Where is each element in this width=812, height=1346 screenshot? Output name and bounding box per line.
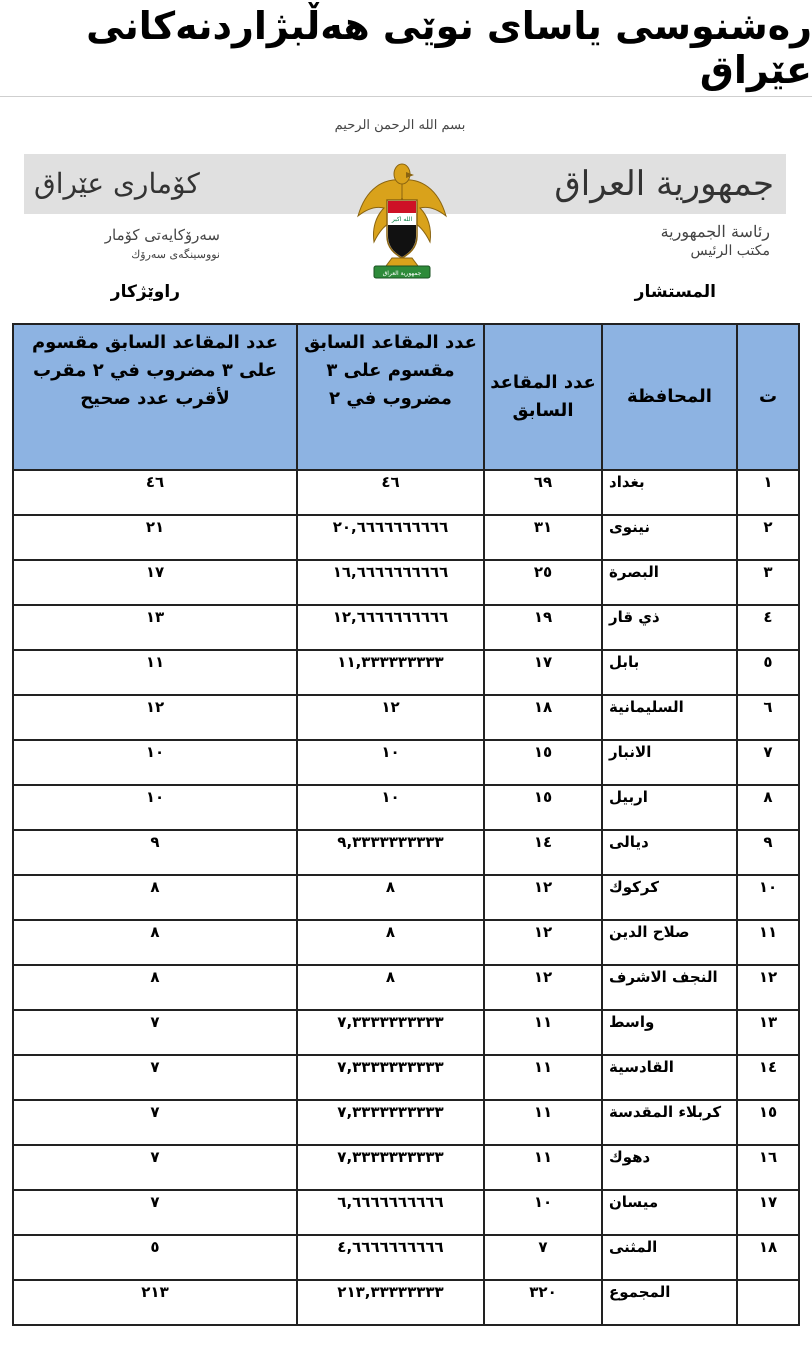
cell-calculated-seats: ٤٦ [297,470,484,515]
arabic-presidency-label: رئاسة الجمهورية [660,222,770,241]
cell-index: ١٣ [737,1010,799,1055]
arabic-state-name: جمهورية العراق [554,164,774,204]
table-row [13,830,799,875]
cell-previous-seats: ١١ [484,1100,602,1145]
header-governorate: المحافظة [602,324,737,470]
basmala-text: بسم الله الرحمن الرحيم [334,118,466,133]
cell-calculated-seats: ٢٠,٦٦٦٦٦٦٦٦٦٦ [297,515,484,560]
header-calculated-seats: عدد المقاعد السابق مقسوم على ٣ مضروب في ٢ [297,324,484,470]
table-row [13,1055,799,1100]
table-row [13,515,799,560]
cell-rounded-seats: ٢١٣ [13,1280,297,1325]
cell-rounded-seats: ١٢ [13,695,297,740]
cell-calculated-seats: ٧,٣٣٣٣٣٣٣٣٣٣ [297,1100,484,1145]
cell-rounded-seats: ١٠ [13,785,297,830]
table-row [13,470,799,515]
cell-index: ٦ [737,695,799,740]
arabic-office-block [590,222,770,259]
arabic-office-label: مكتب الرئيس [690,243,770,259]
cell-previous-seats: ٢٥ [484,560,602,605]
cell-calculated-seats: ٦,٦٦٦٦٦٦٦٦٦٦ [297,1190,484,1235]
cell-calculated-seats: ١١,٣٣٣٣٣٣٣٣٣ [297,650,484,695]
table-row [13,965,799,1010]
cell-governorate: كركوك [602,875,737,920]
cell-governorate: المثنى [602,1235,737,1280]
cell-calculated-seats: ٤,٦٦٦٦٦٦٦٦٦٦ [297,1235,484,1280]
cell-calculated-seats: ١٢ [297,695,484,740]
cell-index: ١٢ [737,965,799,1010]
cell-previous-seats: ٣٢٠ [484,1280,602,1325]
advisor-label-kurdish: راوێژكار [110,282,180,302]
cell-calculated-seats: ٨ [297,875,484,920]
table-row [13,1280,799,1325]
cell-governorate: كربلاء المقدسة [602,1100,737,1145]
cell-governorate: ديالى [602,830,737,875]
cell-rounded-seats: ١٠ [13,740,297,785]
cell-governorate: القادسية [602,1055,737,1100]
kurdish-state-name: كۆماری عێراق [34,167,200,200]
cell-rounded-seats: ٥ [13,1235,297,1280]
svg-text:جمهورية العراق: جمهورية العراق [382,270,422,277]
cell-calculated-seats: ١٦,٦٦٦٦٦٦٦٦٦٦ [297,560,484,605]
table-row [13,740,799,785]
cell-calculated-seats: ٨ [297,965,484,1010]
cell-rounded-seats: ٨ [13,965,297,1010]
cell-calculated-seats: ٧,٣٣٣٣٣٣٣٣٣٣ [297,1055,484,1100]
cell-governorate: السليمانية [602,695,737,740]
title-divider [0,96,812,97]
cell-index: ٤ [737,605,799,650]
cell-index: ١٠ [737,875,799,920]
cell-governorate: الانبار [602,740,737,785]
cell-rounded-seats: ٧ [13,1100,297,1145]
cell-previous-seats: ١١ [484,1010,602,1055]
cell-previous-seats: ١٩ [484,605,602,650]
cell-index: ٧ [737,740,799,785]
header-index: ت [737,324,799,470]
table-row [13,1145,799,1190]
cell-previous-seats: ٧ [484,1235,602,1280]
page-title: رەشنوسی یاسای نوێی هەڵبژاردنەکانی عێراق [86,4,812,92]
cell-previous-seats: ١٥ [484,785,602,830]
cell-index: ٩ [737,830,799,875]
cell-governorate: ذي قار [602,605,737,650]
cell-index: ٥ [737,650,799,695]
cell-calculated-seats: ١٠ [297,740,484,785]
seat-distribution-table [12,323,800,1326]
cell-rounded-seats: ١٣ [13,605,297,650]
cell-rounded-seats: ٧ [13,1190,297,1235]
cell-index: ٢ [737,515,799,560]
cell-governorate: واسط [602,1010,737,1055]
cell-rounded-seats: ٨ [13,920,297,965]
cell-calculated-seats: ١٠ [297,785,484,830]
table-row [13,1235,799,1280]
cell-rounded-seats: ٢١ [13,515,297,560]
svg-text:الله اكبر: الله اكبر [391,216,413,223]
cell-index: ١٥ [737,1100,799,1145]
cell-previous-seats: ١٤ [484,830,602,875]
cell-calculated-seats: ٧,٣٣٣٣٣٣٣٣٣٣ [297,1010,484,1055]
header-rounded-seats: عدد المقاعد السابق مقسوم على ٣ مضروب في ٢ مقرب لأقرب عدد صحيح [13,324,297,470]
table-row [13,1100,799,1145]
cell-previous-seats: ١٢ [484,875,602,920]
cell-previous-seats: ١٢ [484,965,602,1010]
cell-rounded-seats: ٤٦ [13,470,297,515]
table-row [13,1190,799,1235]
table-row [13,920,799,965]
cell-previous-seats: ١٨ [484,695,602,740]
cell-previous-seats: ١١ [484,1055,602,1100]
kurdish-presidency-label: سەرۆكایەتی كۆمار [104,226,220,244]
cell-index: ١٧ [737,1190,799,1235]
cell-governorate: نينوى [602,515,737,560]
cell-governorate: دهوك [602,1145,737,1190]
cell-governorate: اربيل [602,785,737,830]
cell-rounded-seats: ١١ [13,650,297,695]
table-row [13,560,799,605]
cell-index: ١٦ [737,1145,799,1190]
table-row [13,875,799,920]
cell-governorate: المجموع [602,1280,737,1325]
cell-governorate: ميسان [602,1190,737,1235]
table-row [13,605,799,650]
cell-previous-seats: ١١ [484,1145,602,1190]
cell-previous-seats: ١٥ [484,740,602,785]
cell-rounded-seats: ٧ [13,1145,297,1190]
table-row [13,1010,799,1055]
table-row [13,785,799,830]
cell-previous-seats: ١٧ [484,650,602,695]
cell-rounded-seats: ٩ [13,830,297,875]
iraq-eagle-emblem-icon [354,158,450,282]
cell-previous-seats: ١٢ [484,920,602,965]
cell-governorate: بغداد [602,470,737,515]
cell-index: ١١ [737,920,799,965]
cell-rounded-seats: ١٧ [13,560,297,605]
cell-calculated-seats: ٧,٣٣٣٣٣٣٣٣٣٣ [297,1145,484,1190]
kurdish-office-block [60,226,220,261]
table-header-row [13,324,799,470]
cell-previous-seats: ١٠ [484,1190,602,1235]
cell-rounded-seats: ٧ [13,1055,297,1100]
cell-calculated-seats: ٩,٣٣٣٣٣٣٣٣٣٣ [297,830,484,875]
cell-calculated-seats: ١٢,٦٦٦٦٦٦٦٦٦٦ [297,605,484,650]
cell-index: ٨ [737,785,799,830]
cell-rounded-seats: ٨ [13,875,297,920]
cell-governorate: صلاح الدين [602,920,737,965]
table-row [13,695,799,740]
cell-governorate: البصرة [602,560,737,605]
cell-index: ١٨ [737,1235,799,1280]
cell-index: ١ [737,470,799,515]
cell-calculated-seats: ٨ [297,920,484,965]
cell-calculated-seats: ٢١٣,٣٣٣٣٣٣٣٣ [297,1280,484,1325]
cell-governorate: النجف الاشرف [602,965,737,1010]
cell-rounded-seats: ٧ [13,1010,297,1055]
cell-index: ٣ [737,560,799,605]
kurdish-office-label: نووسینگەی سەرۆك [131,248,220,261]
cell-previous-seats: ٣١ [484,515,602,560]
cell-previous-seats: ٦٩ [484,470,602,515]
advisor-label-arabic: المستشار [634,282,716,302]
table-row [13,650,799,695]
cell-index: ١٤ [737,1055,799,1100]
cell-index [737,1280,799,1325]
header-previous-seats: عدد المقاعد السابق [484,324,602,470]
cell-governorate: بابل [602,650,737,695]
